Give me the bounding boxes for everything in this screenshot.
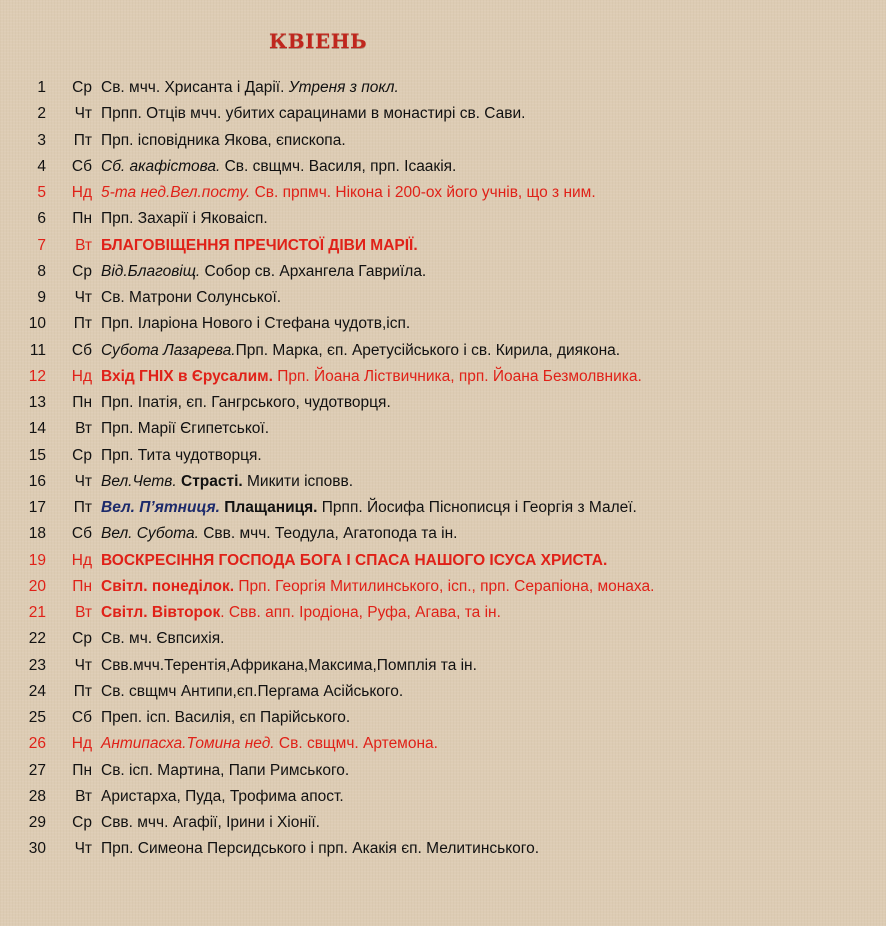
commemoration-segment: Від.Благовіщ. — [101, 262, 201, 280]
calendar-row — [0, 75, 886, 101]
commemoration-segment: Преп. ісп. Василія, єп Парійського. — [101, 709, 351, 726]
day-of-week: Сб — [71, 341, 92, 359]
calendar-row — [0, 364, 886, 390]
commemoration-segment: Св. мчч. Хрисанта і Дарії. — [101, 79, 289, 96]
commemoration-segment: Прп. Захарії і Яковаісп. — [101, 210, 268, 228]
day-number: 6 — [37, 210, 46, 228]
day-of-week: Пн — [72, 761, 92, 779]
day-number: 15 — [28, 446, 46, 464]
commemoration-segment: Вел. Субота. — [101, 525, 199, 543]
commemoration-segment: БЛАГОВІЩЕННЯ ПРЕЧИСТОЇ ДІВИ МАРІЇ. — [101, 236, 418, 254]
calendar-row — [0, 495, 886, 521]
calendar-row — [0, 390, 886, 416]
day-of-week: Ср — [72, 630, 92, 648]
commemoration-segment: Прп. Йоана Ліствичника, прп. Йоана Безмолвника. — [272, 367, 642, 385]
calendar-row — [0, 679, 886, 705]
day-number: 17 — [28, 499, 46, 516]
calendar-row — [0, 233, 886, 259]
commemoration-segment: Св. свщмч Антипи,єп.Пергама Асійського. — [101, 682, 404, 700]
day-number: 27 — [28, 761, 46, 779]
day-commemoration — [101, 574, 654, 600]
commemoration-segment: Субота Лазарева. — [101, 341, 236, 359]
day-number: 11 — [29, 341, 46, 359]
day-commemoration — [101, 443, 262, 469]
day-number: 16 — [28, 472, 46, 490]
commemoration-segment: ВОСКРЕСІННЯ ГОСПОДА БОГА І СПАСА НАШОГО ІСУСА ХРИСТА. — [101, 551, 608, 569]
day-of-week: Чт — [74, 289, 92, 306]
commemoration-segment: Св. Матрони Солунської. — [101, 289, 282, 306]
day-of-week: Нд — [71, 735, 92, 753]
day-commemoration — [101, 784, 344, 810]
day-number: 9 — [37, 289, 46, 306]
commemoration-segment: . Свв. апп. Іродіона, Руфа, Агава, та ін. — [220, 604, 501, 621]
commemoration-segment: Плащаниця. — [224, 499, 318, 516]
day-of-week: Вт — [75, 236, 92, 254]
commemoration-segment: Прп. Марка, єп. Аретусійського і св. Кирила, диякона. — [235, 341, 621, 359]
day-commemoration — [101, 758, 349, 784]
day-commemoration — [101, 311, 410, 337]
commemoration-segment: Свв.мчч.Терентія,Африкана,Максима,Помплія та ін. — [101, 656, 477, 674]
commemoration-segment: Антипасха.Томина нед. — [101, 735, 275, 753]
day-commemoration — [101, 285, 281, 311]
day-of-week: Сб — [71, 157, 92, 175]
calendar-row — [0, 154, 886, 180]
day-number: 4 — [37, 157, 46, 175]
commemoration-segment: Прп. Іпатія, єп. Гангрського, чудотворця. — [101, 394, 391, 411]
calendar-row — [0, 836, 886, 862]
commemoration-segment: Прп. Симеона Персидського і прп. Акакія єп. Мелитинського. — [101, 840, 540, 858]
day-of-week: Чт — [74, 472, 92, 490]
commemoration-segment: Прп. Марії Єгипетської. — [101, 420, 270, 438]
commemoration-segment: Св. прпмч. Нікона і 200-ох його учнів, що з ним. — [250, 184, 596, 201]
day-of-week: Чт — [74, 105, 92, 123]
calendar-row — [0, 653, 886, 679]
day-number: 2 — [37, 105, 46, 123]
day-number: 23 — [28, 656, 46, 674]
day-of-week: Пн — [72, 577, 92, 595]
calendar-row — [0, 338, 886, 364]
commemoration-segment: Свв. мчч. Теодула, Агатопода та ін. — [198, 525, 458, 543]
day-commemoration — [101, 101, 525, 127]
calendar-row — [0, 128, 886, 154]
commemoration-segment: Св. свщмч. Василя, прп. Ісаакія. — [220, 157, 457, 175]
commemoration-segment: Сб. акафістова. — [101, 157, 221, 175]
calendar-row — [0, 416, 886, 442]
day-number: 28 — [28, 787, 46, 805]
day-of-week: Вт — [75, 604, 92, 621]
day-number: 7 — [37, 236, 46, 254]
feast-day-list — [0, 75, 886, 863]
calendar-row — [0, 285, 886, 311]
day-number: 3 — [37, 131, 46, 149]
day-of-week: Ср — [72, 79, 92, 96]
day-commemoration — [101, 75, 399, 101]
day-commemoration — [101, 731, 438, 757]
day-commemoration — [101, 469, 353, 495]
commemoration-segment: Вхід ГНІХ в Єрусалим. — [101, 367, 273, 385]
calendar-row — [0, 705, 886, 731]
day-of-week: Ср — [72, 814, 92, 831]
day-of-week: Пт — [73, 131, 92, 149]
commemoration-segment: Прпп. Отців мчч. убитих сарацинами в монастирі св. Сави. — [101, 105, 526, 123]
day-number: 30 — [28, 840, 46, 858]
calendar-row — [0, 810, 886, 836]
commemoration-segment: Світл. Вівторок — [101, 604, 221, 621]
day-commemoration — [101, 233, 418, 259]
commemoration-segment: Св. ісп. Мартина, Папи Римського. — [101, 761, 350, 779]
day-commemoration — [101, 259, 426, 285]
day-number: 14 — [28, 420, 46, 438]
day-commemoration — [101, 548, 607, 574]
day-commemoration — [101, 679, 403, 705]
day-of-week: Сб — [71, 525, 92, 543]
commemoration-segment: Світл. понеділок. — [101, 577, 235, 595]
day-number: 25 — [28, 709, 46, 726]
day-commemoration — [101, 180, 596, 206]
commemoration-segment: Аристарха, Пуда, Трофима апост. — [101, 787, 344, 805]
day-of-week: Ср — [72, 446, 92, 464]
calendar-row — [0, 731, 886, 757]
day-commemoration — [101, 364, 642, 390]
day-commemoration — [101, 128, 346, 154]
calendar-row — [0, 443, 886, 469]
calendar-row — [0, 758, 886, 784]
day-of-week: Пт — [73, 315, 92, 333]
commemoration-segment: Прп. ісповідника Якова, єпископа. — [101, 131, 346, 149]
day-commemoration — [101, 154, 456, 180]
calendar-row — [0, 206, 886, 232]
day-number: 8 — [37, 262, 46, 280]
day-of-week: Нд — [71, 367, 92, 385]
day-commemoration — [101, 600, 501, 626]
day-number: 20 — [28, 577, 46, 595]
day-commemoration — [101, 836, 539, 862]
commemoration-segment: 5-та нед.Вел.посту. — [101, 184, 251, 201]
commemoration-segment: Страсті. — [181, 472, 243, 490]
calendar-row — [0, 548, 886, 574]
day-commemoration — [101, 626, 224, 652]
calendar-row — [0, 259, 886, 285]
commemoration-segment: Прп. Тита чудотворця. — [101, 446, 262, 464]
calendar-row — [0, 600, 886, 626]
day-number: 21 — [28, 604, 46, 621]
day-number: 22 — [28, 630, 46, 648]
day-commemoration — [101, 521, 457, 547]
day-commemoration — [101, 495, 637, 521]
month-title: КВІЕНЬ — [269, 29, 368, 53]
calendar-row — [0, 784, 886, 810]
day-commemoration — [101, 705, 350, 731]
commemoration-segment: Прп. Георгія Митилинського, ісп., прп. Серапіона, монаха. — [234, 577, 655, 595]
day-commemoration — [101, 338, 620, 364]
day-number: 12 — [28, 367, 46, 385]
commemoration-segment: Прпп. Йосифа Піснописця і Георгія з Малеї. — [317, 499, 637, 516]
day-of-week: Пн — [72, 210, 92, 228]
calendar-row — [0, 311, 886, 337]
day-of-week: Пн — [72, 394, 92, 411]
calendar-row — [0, 521, 886, 547]
day-commemoration — [101, 653, 477, 679]
day-commemoration — [101, 416, 269, 442]
calendar-row — [0, 101, 886, 127]
day-of-week: Пт — [73, 499, 92, 516]
commemoration-segment: Св. свщмч. Артемона. — [274, 735, 438, 753]
day-of-week: Нд — [71, 184, 92, 201]
commemoration-segment: Утреня з покл. — [288, 79, 399, 96]
day-number: 19 — [28, 551, 46, 569]
day-of-week: Чт — [74, 840, 92, 858]
calendar-row — [0, 180, 886, 206]
day-number: 1 — [37, 79, 46, 96]
day-number: 26 — [28, 735, 46, 753]
day-commemoration — [101, 390, 391, 416]
day-number: 18 — [28, 525, 46, 543]
commemoration-segment: Собор св. Архангела Гавриїла. — [200, 262, 427, 280]
commemoration-segment: Вел.Четв. — [101, 472, 177, 490]
day-of-week: Чт — [74, 656, 92, 674]
day-of-week: Вт — [75, 420, 92, 438]
day-number: 24 — [28, 682, 46, 700]
day-of-week: Пт — [73, 682, 92, 700]
day-commemoration — [101, 206, 268, 232]
day-number: 29 — [28, 814, 46, 831]
day-number: 13 — [28, 394, 46, 411]
commemoration-segment: Св. мч. Євпсихія. — [101, 630, 225, 648]
commemoration-segment: Вел. П’ятниця. — [101, 499, 220, 516]
commemoration-segment: Микити ісповв. — [242, 472, 354, 490]
day-of-week: Ср — [72, 262, 92, 280]
day-of-week: Нд — [71, 551, 92, 569]
calendar-row — [0, 626, 886, 652]
commemoration-segment: Прп. Іларіона Нового і Стефана чудотв,ісп. — [101, 315, 411, 333]
day-number: 10 — [28, 315, 46, 333]
commemoration-segment: Свв. мчч. Агафії, Ірини і Хіонії. — [101, 814, 320, 831]
calendar-row — [0, 574, 886, 600]
calendar-row — [0, 469, 886, 495]
day-of-week: Сб — [71, 709, 92, 726]
day-of-week: Вт — [75, 787, 92, 805]
day-commemoration — [101, 810, 320, 836]
day-number: 5 — [37, 184, 46, 201]
